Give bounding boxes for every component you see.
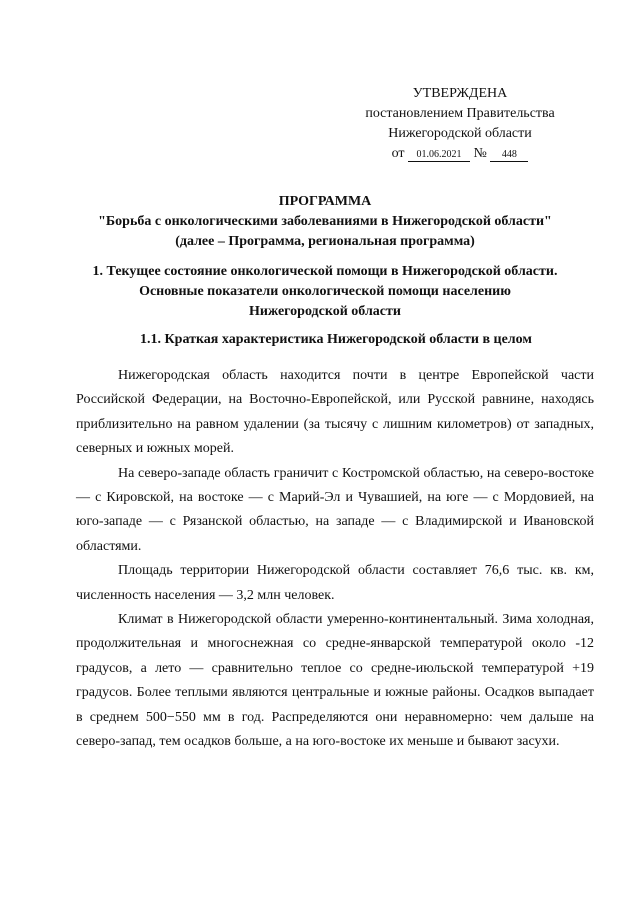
paragraph: Нижегородская область находится почти в центре Европейской части Российской Федерации, на Восточно-Европейской, или Русской равнине, находясь приблизительно на равном удалении (за тысячу с лишним километров) от западных, северных и южных морей. bbox=[76, 368, 594, 457]
approval-line-2: Нижегородской области bbox=[388, 126, 532, 141]
paragraph: Климат в Нижегородской области умеренно-континентальный. Зима холодная, продолжительная и многоснежная со средне-январской температурой около -12 градусов, а лето — сравнительно теплое со средне-июльской температурой +19 градусов. Более теплыми являются центральные и южные районы. Осадков выпадает в среднем 500−550 мм в год. Распределяются они неравномерно: чем дальше на северо-запад, тем осадков больше, а на юго-востоке их меньше и бывают засухи. bbox=[76, 612, 594, 750]
approval-date-row bbox=[340, 144, 580, 164]
approval-number: 448 bbox=[490, 149, 528, 162]
paragraph: Площадь территории Нижегородской области составляет 76,6 тыс. кв. км, численность населения — 3,2 млн человек. bbox=[76, 563, 594, 603]
program-name: "Борьба с онкологическими заболеваниями в Нижегородской области" bbox=[98, 214, 552, 229]
section-heading bbox=[60, 262, 590, 322]
approval-block bbox=[340, 84, 580, 164]
section-line-1: 1. Текущее состояние онкологической помощи в Нижегородской области. bbox=[92, 264, 558, 279]
approval-date: 01.06.2021 bbox=[408, 149, 470, 162]
section-line-2: Основные показатели онкологической помощи населению bbox=[139, 284, 511, 299]
subsection-title: 1.1. Краткая характеристика Нижегородской области в целом bbox=[140, 332, 532, 347]
approval-line-1: постановлением Правительства bbox=[365, 106, 555, 121]
program-title: ПРОГРАММА bbox=[278, 194, 372, 209]
program-alias: (далее – Программа, региональная программа) bbox=[175, 234, 475, 249]
subsection-heading bbox=[60, 330, 590, 350]
from-label: от bbox=[391, 146, 405, 161]
number-label: № bbox=[473, 146, 487, 161]
approval-title: УТВЕРЖДЕНА bbox=[412, 86, 508, 101]
paragraph: На северо-западе область граничит с Костромской областью, на северо-востоке — с Кировской, на востоке — с Марий-Эл и Чувашией, на юге — с Мордовией, на юго-западе — с Рязанской областью, на западе — с Владимирской и Ивановской областями. bbox=[76, 465, 594, 554]
program-heading bbox=[60, 192, 590, 252]
section-line-3: Нижегородской области bbox=[249, 304, 401, 319]
body-text bbox=[76, 364, 594, 755]
